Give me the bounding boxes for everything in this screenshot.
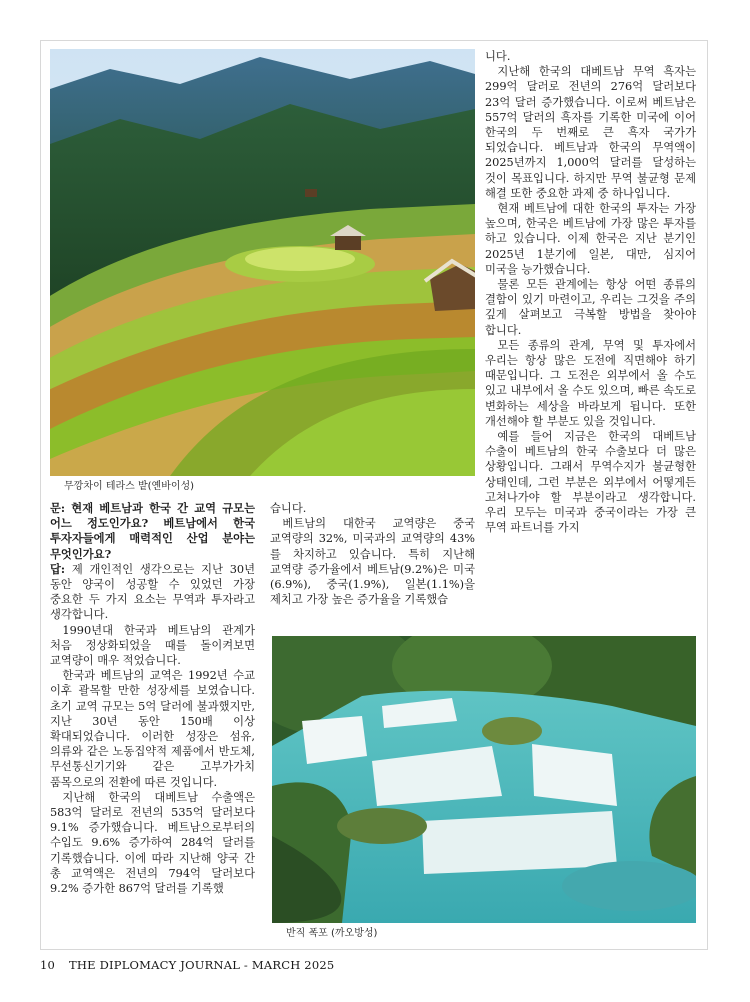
answer-text: 제 개인적인 생각으로는 지난 30년 동안 양국이 성공할 수 있었던 가장 중요한 두 가지 요소는 무역과 투자라고 생각합니다.: [50, 562, 255, 622]
waterfall-caption: 반직 폭포 (까오방성): [286, 928, 378, 939]
right-paragraph: 니다.: [485, 50, 511, 63]
middle-paragraph: 베트남의 대한국 교역량은 중국 교역량의 32%, 미국과의 교역량의 43%를 차지하고 있습니다. 특히 지난해 교역량 증가율에서 베트남(9.2%)은 미국(6.9%), 중국(1.9%), 일본(1.1%)을 제치고 가장 높은 증가율을 기록했습: [270, 517, 475, 607]
terrace-caption: 무깡차이 테라스 밭(옌바이성): [64, 481, 195, 492]
page-footer: [40, 958, 334, 972]
right-paragraph: 물론 모든 관계에는 항상 어떤 종류의 결함이 있기 마련이고, 우리는 그것을 주의 깊게 살펴보고 극복할 방법을 찾아야 합니다.: [485, 278, 696, 337]
right-paragraph: 현재 베트남에 대한 한국의 투자는 가장 높으며, 한국은 베트남에 가장 많은 투자를 하고 있습니다. 이제 한국은 지난 분기인 2025년 1분기에 일본, 대만, 심지어 미국을 능가했습니다.: [485, 202, 696, 276]
right-paragraph: 모든 종류의 관계, 무역 및 투자에서 우리는 항상 많은 도전에 직면해야 하기 때문입니다. 그 도전은 외부에서 올 수도 있고 내부에서 올 수도 있으며, 빠른 속도로 변화하는 세상을 바라보게 됩니다. 또한 개선해야 할 부분도 있을 것입니다.: [485, 338, 696, 428]
waterfall-photo: [272, 636, 696, 923]
left-column: [50, 501, 255, 941]
page-number: 10: [40, 958, 56, 972]
terrace-photo: [50, 49, 475, 476]
answer-label: 답:: [50, 561, 66, 576]
journal-name: THE DIPLOMACY JOURNAL - MARCH 2025: [69, 958, 335, 972]
left-paragraph: 한국과 베트남의 교역은 1992년 수교 이후 괄목할 만한 성장세를 보였습니다. 초기 교역 규모는 5억 달러에 불과했지만, 지난 30년 동안 150배 이상 확대되었습니다. 이러한 성장은 섬유, 의류와 같은 노동집약적 제품에서 반도체, 무선통신기기와 같은 고부가가치 품목으로의 전환에 따른 것입니다.: [50, 669, 255, 789]
right-paragraph: 예를 들어 지금은 한국의 대베트남 수출이 베트남의 한국 수출보다 더 많은 상황입니다. 그래서 무역수지가 불균형한 상태인데, 그런 부분은 외부에서 어떻게든 고쳐나가야 할 부분이라고 생각합니다. 우리 모두는 미국과 중국이라는 가장 큰 무역 파트너를 가지: [485, 430, 696, 535]
question-label: 문:: [50, 501, 66, 515]
answer: [50, 562, 255, 623]
left-paragraph: 1990년대 한국과 베트남의 관계가 처음 정상화되었을 때를 돌이켜보면 교역량이 매우 적었습니다.: [50, 623, 255, 668]
left-paragraph: 지난해 한국의 대베트남 수출액은 583억 달러로 전년의 535억 달러보다 9.1% 증가했습니다. 베트남으로부터의 수입도 9.6% 증가하여 284억 달러를 기록했습니다. 이에 따라 지난해 양국 간 총 교역액은 전년의 794억 달러보다 9.2% 증가한 867억 달러를 기록했: [50, 790, 255, 896]
middle-column: [270, 501, 475, 626]
right-column: [485, 49, 696, 621]
middle-paragraph: 습니다.: [270, 502, 307, 515]
question: [50, 501, 255, 562]
right-paragraph: 지난해 한국의 대베트남 무역 흑자는 299억 달러로 전년의 276억 달러보다 23억 달러 증가했습니다. 이로써 베트남은 557억 달러의 흑자를 기록한 미국에 이어 한국의 두 번째로 큰 흑자 국가가 되었습니다. 베트남과 한국의 무역액이 2025년까지 1,000억 달러를 달성하는 것이 목표입니다. 하지만 무역 불균형 문제 해결 또한 중요한 과제 중 하나입니다.: [485, 65, 696, 200]
question-text: 현재 베트남과 한국 간 교역 규모는 어느 정도인가요? 베트남에서 한국 투자자들에게 매력적인 산업 분야는 무엇인가요?: [50, 501, 255, 561]
